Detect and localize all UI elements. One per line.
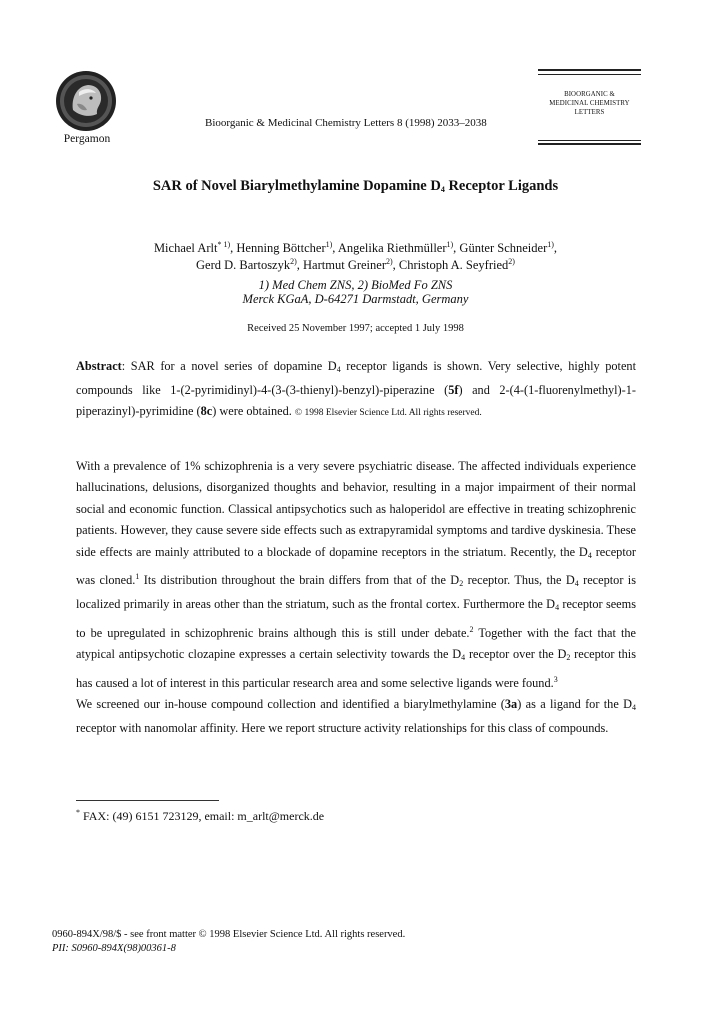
pii-line: PII: S0960-894X(98)00361-8 [52,943,176,954]
affiliation [150,278,561,306]
paragraph: We screened our in-house compound collection and identified a biarylmethylamine (3a) as a ligand for the $D_4$ receptor with nanomolar affinity. Here we report structure activity relationships for this class of compounds. [76,697,636,736]
author-line: Michael Arlt$^{* 1)}$, Henning Böttcher$^{1)}$, Angelika Riethmüller$^{1)}$, Günter Schneider$^{1)}$, [153,240,558,255]
abstract: Abstract: SAR for a novel series of dopamine $D_4$ receptor ligands is shown. Very selective, highly potent compounds like 1-(2-pyrimidinyl)-4-(3-(3-thienyl)-benzyl)-piperazine (5f) and 2-(4-(1-fluorenylmethyl)-1-piperazinyl)-pyrimidine (8c) were obtained. © 1998 Elsevier Science Ltd. All rights reserved. [76,359,636,418]
citation: 2 [469,624,474,634]
citation: 1 [135,572,140,582]
compound-ref: 5f [448,383,459,397]
affiliation-line: 1) Med Chem ZNS, 2) BioMed Fo ZNS [258,278,453,292]
abstract-label: Abstract [76,359,122,373]
masthead-rule [538,143,641,145]
paragraph: With a prevalence of 1% schizophrenia is a very severe psychiatric disease. The affected individuals experience hallucinations, delusions, disorganized thoughts and behavior, resulting in a major impairment of their normal social and economic function. Classical antipsychotics such as haloperidol are effective in treating schizophrenic patients. However, they cause severe side effects such as extrapyramidal symptoms and tardive dyskinesia. These side effects are mainly attributed to a blockade of dopamine receptors in the striatum. Recently, the $D_4$ receptor was cloned.$^1$ Its distribution throughout the brain differs from that of the $D_2$ receptor. Thus, the $D_4$ receptor is localized primarily in areas other than the striatum, such as the frontal cortex. Furthermore the $D_4$ receptor seems to be upregulated in schizophrenic brains although this is still under debate.$^2$ Together with the fact that the atypical antipsychotic clozapine expresses a certain selectivity towards the $D_4$ receptor over the $D_2$ receptor this has caused a lot of interest in this particular research area and some selective ligands were found.$^3$ [76,459,637,690]
masthead-rule [538,140,641,141]
paper-title: SAR of Novel Biarylmethylamine Dopamine $D_4$ Receptor Ligands [152,178,559,194]
journal-reference: Bioorganic & Medicinal Chemistry Letters 8 (1998) 2033–2038 [205,117,487,129]
abstract-copyright: © 1998 Elsevier Science Ltd. All rights reserved. [294,408,482,418]
received-dates: Received 25 November 1997; accepted 1 July 1998 [247,323,464,334]
publisher-name: Pergamon [63,133,111,145]
compound-ref: 8c [200,404,213,418]
publisher-logo [55,70,117,132]
body-text [76,456,636,740]
masthead-rule [538,69,641,71]
masthead-line: LETTERS [574,109,605,116]
journal-masthead [528,90,651,117]
footnote-rule [76,800,219,801]
front-matter-footer [52,928,612,956]
compound-ref: 3a [504,697,518,712]
masthead-line: BIOORGANIC & [564,91,615,98]
affiliation-line: Merck KGaA, D-64271 Darmstadt, Germany [242,292,469,306]
author-line: Gerd D. Bartoszyk$^{2)}$, Hartmut Greiner$^{2)}$, Christoph A. Seyfried$^{2)}$ [196,257,515,272]
citation: 3 [553,674,558,684]
masthead-rule [538,74,641,75]
author-list [100,238,611,272]
issn-line: 0960-894X/98/$ - see front matter © 1998 Elsevier Science Ltd. All rights reserved. [52,929,406,940]
footnote: * FAX: (49) 6151 723129, email: m_arlt@merck.de [76,808,325,823]
masthead-line: MEDICINAL CHEMISTRY [549,100,630,107]
